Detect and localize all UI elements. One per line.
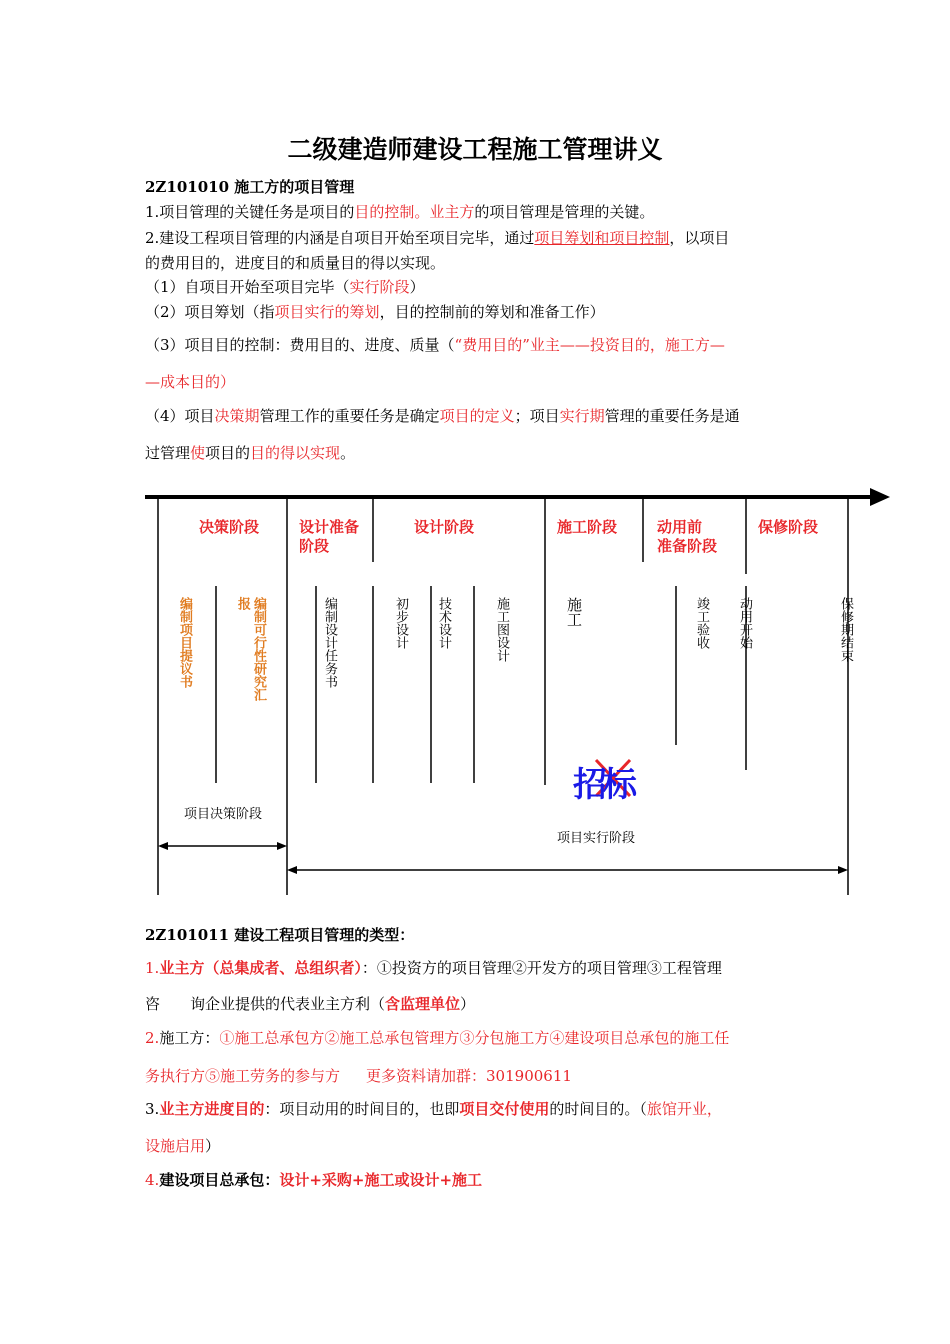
highlight: ①施工总承包方②施工总承包管理方③分包施工方④建设项目总承包的施工任	[219, 1029, 730, 1047]
stage-decision: 决策阶段	[199, 518, 260, 536]
highlight: “费用目的”业主——投资目的，施工方—	[454, 336, 725, 354]
stage-line: 准备阶段	[657, 537, 718, 555]
bidding-label: 招标	[573, 765, 633, 805]
highlight: 实行阶段	[349, 278, 410, 296]
task-warranty-end: 保修期结束	[838, 597, 853, 662]
text: ）	[205, 1137, 221, 1155]
text: 的时间目的。（	[549, 1100, 647, 1118]
highlight: 项目交付使用	[459, 1100, 550, 1118]
stage-design-prep	[299, 518, 359, 556]
task-start-use: 动用开始	[737, 597, 752, 649]
text: 3.	[145, 1100, 160, 1118]
stage-line: 设计准备	[299, 518, 360, 536]
arrowhead	[158, 842, 168, 850]
text: （1）自项目开始至项目完毕（	[145, 278, 350, 296]
highlight: 设施启用	[145, 1137, 206, 1155]
text: ；项目	[514, 407, 560, 425]
text: 建设项目总承包：	[159, 1171, 280, 1189]
text: 1.	[145, 959, 160, 977]
type-4	[145, 1170, 482, 1190]
task-construction-drawing: 施工图设计	[494, 597, 509, 662]
arrowhead	[277, 842, 287, 850]
text: 2.	[145, 1029, 160, 1047]
highlight: 业主方（总集成者、总组织者）	[159, 959, 362, 977]
task-proposal: 编制项目提议书	[177, 597, 192, 688]
highlight: 业主方进度目的	[159, 1100, 265, 1118]
type-3	[145, 1099, 722, 1119]
stage-construction: 施工阶段	[557, 518, 618, 536]
text: 咨 询企业提供的代表业主方利（	[145, 995, 386, 1013]
section-heading: 2Z101011 建设工程项目管理的类型：	[145, 926, 415, 944]
highlight: 项目实行的筹划	[274, 303, 380, 321]
task-acceptance: 竣工验收	[694, 597, 709, 649]
task-construction: 施工	[565, 597, 583, 627]
text: 4.	[145, 1171, 160, 1189]
task-feasibility: 编制可行性研究汇	[251, 597, 266, 701]
paragraph-2-cont: 的费用目的，进度目的和质量目的得以实现。	[145, 254, 446, 272]
highlight: 设计+采购+施工或设计+施工	[279, 1171, 483, 1189]
highlight: 使	[190, 444, 206, 462]
text: 管理的重要任务是通	[604, 407, 740, 425]
arrowhead	[838, 866, 848, 874]
text: 。	[340, 444, 356, 462]
section-heading: 2Z101010 施工方的项目管理	[145, 178, 355, 196]
type-2-cont	[145, 1066, 572, 1086]
stage-line: 动用前	[657, 518, 703, 536]
task-preliminary-design: 初步设计	[393, 597, 408, 649]
stage-warranty: 保修阶段	[758, 518, 819, 536]
highlight: 目的控制。业主方	[354, 203, 475, 221]
text: ，目的控制前的筹划和准备工作）	[379, 303, 605, 321]
period-implementation-label: 项目实行阶段	[557, 831, 636, 846]
text: （2）项目筹划（指	[145, 303, 275, 321]
text: 1.项目管理的关键任务是项目的	[145, 203, 355, 221]
timeline-arrowhead	[870, 488, 890, 506]
text: 管理工作的重要任务是确定	[259, 407, 440, 425]
arrowhead	[287, 866, 297, 874]
task-report-char: 报	[235, 597, 250, 610]
type-1	[145, 958, 722, 978]
text: （3）项目目的控制：费用目的、进度、质量（	[145, 336, 455, 354]
highlight: 目的得以实现	[250, 444, 341, 462]
text: 的项目管理是管理的关键。	[474, 203, 655, 221]
group-info: 更多资料请加群：301900611	[366, 1067, 572, 1085]
stage-design: 设计阶段	[414, 518, 475, 536]
task-design-brief: 编制设计任务书	[322, 597, 337, 688]
text: （4）项目	[145, 407, 215, 425]
type-2	[145, 1028, 729, 1048]
highlight: 项目筹划和项目控制	[534, 229, 670, 247]
type-1-cont	[145, 994, 475, 1014]
text: 施工方：	[159, 1029, 220, 1047]
text: ）	[409, 278, 425, 296]
stage-pre-use	[657, 518, 717, 556]
highlight: 务执行方⑤施工劳务的参与方	[145, 1067, 341, 1085]
item-3-cont: —成本目的）	[145, 373, 236, 391]
task-technical-design: 技术设计	[436, 597, 451, 649]
highlight: 项目的定义	[439, 407, 515, 425]
page-title: 二级建造师建设工程施工管理讲义	[287, 135, 663, 164]
highlight: 含监理单位	[385, 995, 461, 1013]
text: 项目的	[205, 444, 251, 462]
highlight: 决策期	[214, 407, 260, 425]
period-decision-label: 项目决策阶段	[184, 807, 263, 822]
text: ：项目动用的时间目的，也即	[264, 1100, 460, 1118]
text: ）	[460, 995, 476, 1013]
highlight: 实行期	[559, 407, 605, 425]
text: 2.建设工程项目管理的内涵是自项目开始至项目完毕，通过	[145, 229, 535, 247]
stage-line: 阶段	[299, 537, 330, 555]
text: ：①投资方的项目管理②开发方的项目管理③工程管理	[361, 959, 722, 977]
text: ，以项目	[669, 229, 730, 247]
highlight: 旅馆开业，	[646, 1100, 722, 1118]
text: 过管理	[145, 444, 191, 462]
type-3-cont	[145, 1136, 220, 1156]
